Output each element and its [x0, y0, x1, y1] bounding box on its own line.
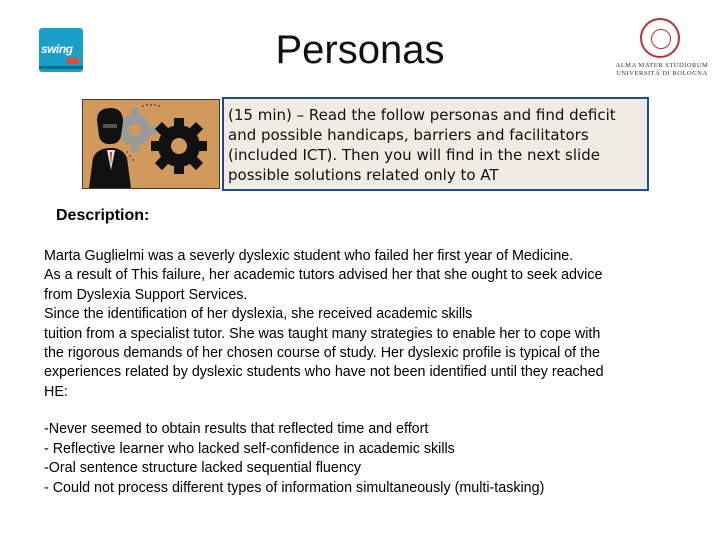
description-line: experiences related by dyslexic students who have not been identified until they reached	[44, 364, 604, 381]
description-text	[44, 247, 684, 402]
description-label: Description:	[56, 207, 150, 224]
description-line: Since the identification of her dyslexia, she received academic skills	[44, 306, 473, 323]
description-line: Marta Guglielmi was a severly dyslexic student who failed her first year of Medicine.	[44, 248, 574, 264]
description-line: the rigorous demands of her chosen course of study. Her dyslexic profile is typical of the	[44, 345, 601, 362]
illustration-svg	[83, 100, 219, 188]
page-title: Personas	[275, 28, 445, 72]
thinking-person-gears-icon	[82, 99, 220, 189]
characteristics-list	[44, 420, 684, 498]
logo-accent	[67, 58, 79, 64]
description-line: HE:	[44, 383, 68, 400]
swing-logo-icon	[39, 28, 83, 72]
dark-gear-icon	[151, 118, 207, 174]
characteristic-item: -Never seemed to obtain results that reflected time and effort	[44, 421, 429, 437]
task-instructions-box: (15 min) – Read the follow personas and find deficit and possible handicaps, barriers and facilitators (included ICT). Then you will find in the next slide possible solutions related only to AT	[222, 97, 649, 191]
description-line: tuition from a specialist tutor. She was taught many strategies to enable her to cope with	[44, 325, 601, 342]
characteristic-item: - Reflective learner who lacked self-confidence in academic skills	[44, 440, 455, 457]
swing-logo-text: swing	[41, 42, 73, 56]
university-of-bologna-seal-icon	[640, 18, 680, 58]
description-line: As a result of This failure, her academic tutors advised her that she ought to seek advice	[44, 267, 603, 284]
characteristic-item: -Oral sentence structure lacked sequential fluency	[44, 460, 362, 477]
characteristic-item: - Could not process different types of information simultaneously (multi-tasking)	[44, 479, 545, 496]
university-logo-text: ALMA MATER STUDIORUM UNIVERSITÀ DI BOLOGNA	[615, 62, 709, 77]
description-line: from Dyslexia Support Services.	[44, 286, 248, 303]
logo-strip	[39, 66, 83, 69]
